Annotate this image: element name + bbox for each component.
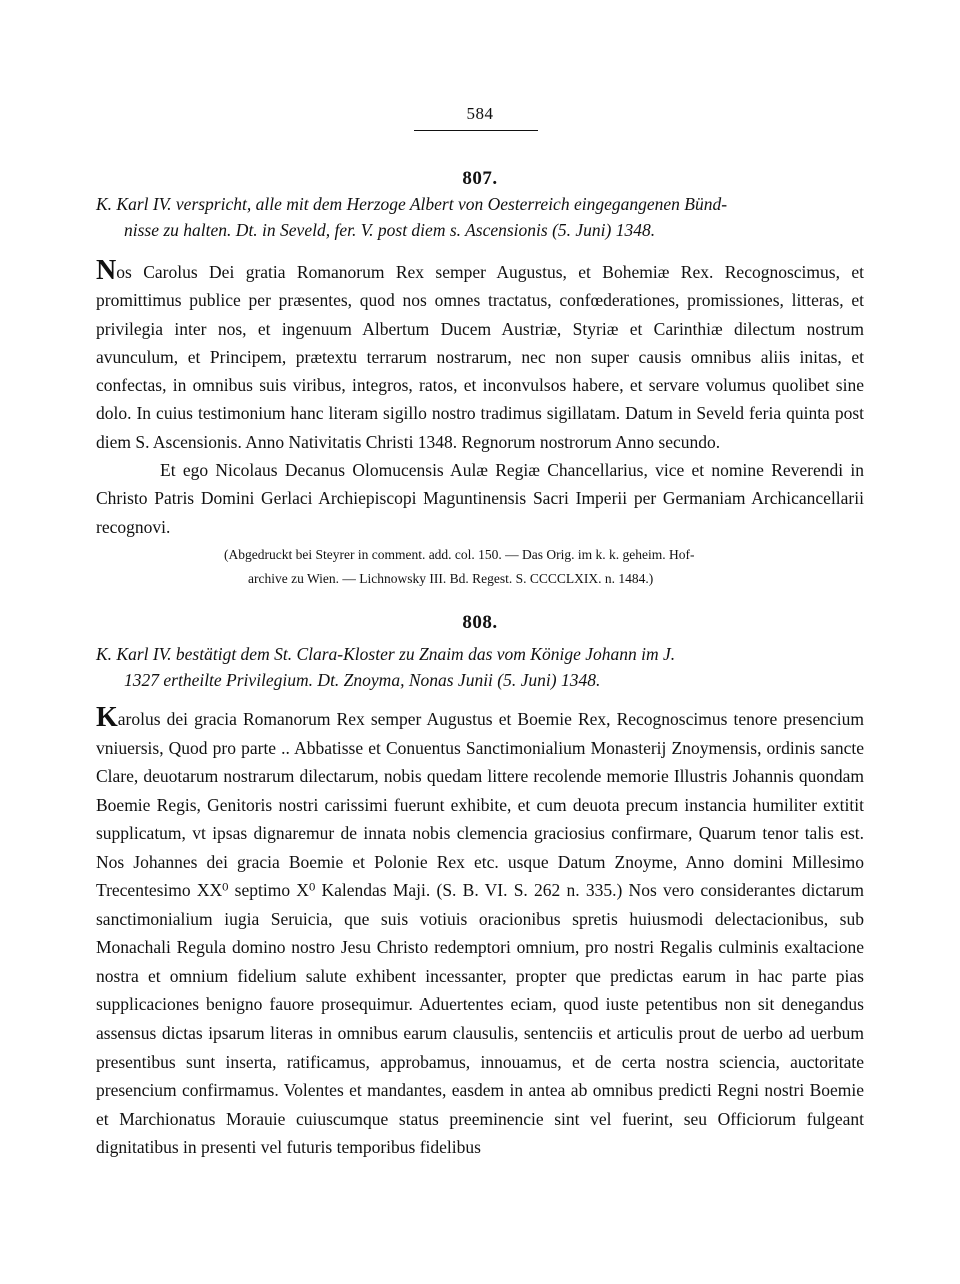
document-number: 807.	[462, 168, 498, 189]
regest-line: K. Karl IV. verspricht, alle mit dem Herzoge Albert von Oesterreich eingegangenen Bünd-	[96, 194, 728, 214]
source-note	[224, 543, 864, 591]
page-number: 584	[466, 104, 494, 123]
note-line: archive zu Wien. — Lichnowsky III. Bd. Regest. S. CCCCLXIX. n. 1484.)	[248, 571, 654, 586]
document-number: 808.	[462, 612, 498, 633]
document-regest	[96, 641, 864, 693]
document-text	[96, 255, 864, 541]
initial-letter: K	[96, 702, 118, 733]
paragraph-text: os Carolus Dei gratia Romanorum Rex semper Augustus, et Bohemiæ Rex. Recognoscimus, et promittimus publice per præsentes, quod nos omnes tractatus, confœderationes, promissiones, litteras, et privilegia inter nos, et ingenuum Albertum Ducem Austriæ, Styriæ et Carinthiæ dilectum nostrum avunculum, et Principem, prætextu terrarum nostrarum, nec non super causis omnibus aliis initas, et confectas, in omnibus suis viribus, integros, ratos, et inconvulsos habere, et servare volumus quolibet sine dolo. In cuius testimonium hanc literam sigillo nostro tradimus sigillatam. Datum in Seveld feria quinta post diem S. Ascensionis. Anno Nativitatis Christi 1348. Regnorum nostrorum Anno secundo.	[96, 262, 864, 452]
text-paragraph	[96, 702, 864, 1162]
page-number-rule	[414, 130, 538, 131]
paragraph-text: arolus dei gracia Romanorum Rex semper Augustus et Boemie Rex, Recognoscimus tenore presencium vniuersis, Quod pro parte .. Abbatisse et Conuentus Sanctimonialium Monasterij Znoymensis, ordinis sancte Clare, deuotarum nostrarum dilectarum, nobis quedam littere recolende memorie Illustris Johannis quondam Boemie Regis, Genitoris nostri carissimi fuerunt exhibite, et cum deuota precum instancia humiliter extitit supplicatum, vt ipsas dignaremur de innata nobis clemencia graciosius confirmare, Quarum tenor talis est. Nos Johannes dei gracia Boemie et Polonie Rex etc. usque Datum Znoyme, Anno domini Millesimo Trecentesimo XX⁰ septimo X⁰ Kalendas Maji. (S. B. VI. S. 262 n. 335.) Nos vero considerantes dictarum sanctimonialium iugia Seruicia, que suis votiuis oracionibus spretis huiusmodi delectacionibus, sub Monachali Regula domino nostro Jesu Christo redemptori omnium, pro nostri Regalis culminis exaltacione nostra et omnium fidelium salute exhibent incessanter, propter que predictas earum in hac parte pias supplicaciones benigno fauore prosequimur. Aduertentes eciam, quod iuste petentibus non sit denegandus assensus dictas ipsarum literas in omnibus earum clausulis, sentenciis et articulis prout de uerbo ad uerbum presentibus sunt inserta, ratificamus, approbamus, innouamus, et de certa nostra sciencia, auctoritate presencium confirmamus. Volentes et mandantes, easdem in antea ab omnibus predicti Regni nostri Boemie et Marchionatus Morauie cuiuscumque status preeminencie sint vel fuerint, seu Officiorum fulgeant dignitatibus in presenti vel futuris temporibus fidelibus	[96, 709, 864, 1158]
document-text	[96, 702, 864, 1162]
regest-line: K. Karl IV. bestätigt dem St. Clara-Kloster zu Znaim das vom Könige Johann im J.	[96, 644, 676, 664]
document-regest	[96, 191, 864, 243]
text-paragraph	[96, 255, 864, 456]
note-line: (Abgedruckt bei Steyrer in comment. add. col. 150. — Das Orig. im k. k. geheim. Hof-	[224, 547, 695, 562]
regest-line: 1327 ertheilte Privilegium. Dt. Znoyma, Nonas Junii (5. Juni) 1348.	[124, 670, 601, 690]
regest-line: nisse zu halten. Dt. in Seveld, fer. V. post diem s. Ascensionis (5. Juni) 1348.	[124, 220, 656, 240]
initial-letter: N	[96, 255, 117, 286]
text-paragraph: Et ego Nicolaus Decanus Olomucensis Aulæ Regiæ Chancellarius, vice et nomine Reverendi in Christo Patris Domini Gerlaci Archiepiscopi Maguntinensis Sacri Imperii per Germaniam Archicancellarii recognovi.	[96, 460, 864, 537]
